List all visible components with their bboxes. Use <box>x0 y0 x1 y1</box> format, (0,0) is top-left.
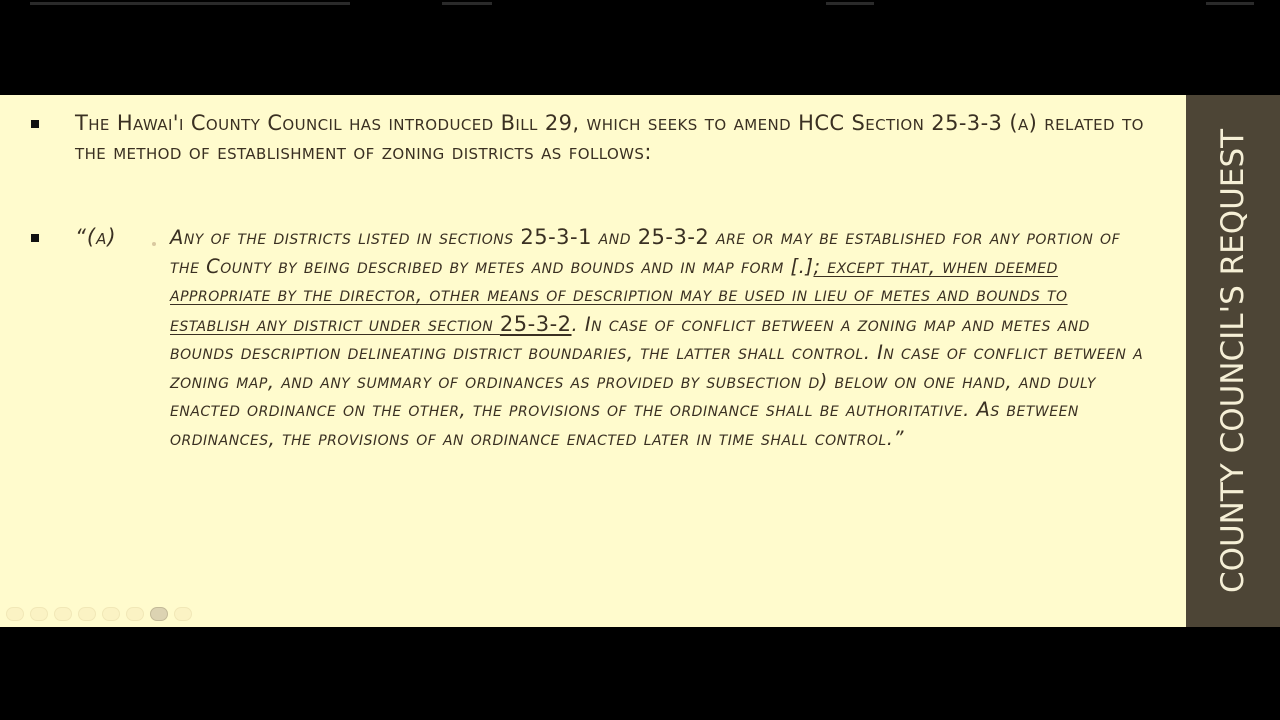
bullet-icon <box>31 120 39 128</box>
subtitle-icon[interactable] <box>150 607 168 621</box>
options-icon[interactable] <box>126 607 144 621</box>
section-number: 25-3-1 <box>520 225 592 249</box>
mouse-pointer <box>152 242 156 246</box>
inserted-text: ; except that, when deemed appropriate by the director, other means of description may be used in lieu of metes and bounds to establish any district under section <box>170 254 1068 336</box>
bullet-icon <box>31 234 39 242</box>
top-edge-dash <box>442 2 492 5</box>
slideshow-toolbar <box>6 607 192 621</box>
section-number: 25-3-2 <box>499 311 572 336</box>
quote-text: and <box>591 226 638 249</box>
quote-text: are or may be established for any portion of the County by being described by metes and bounds and in map form <box>170 226 1121 278</box>
top-edge-dash <box>826 2 874 5</box>
presentation-slide <box>0 95 1280 627</box>
intro-paragraph: The Hawai'i County Council has introduced Bill 29, which seeks to amend HCC Section 25-3-3 (a) related to the method of establishment of zoning districts as follows: <box>75 111 1144 164</box>
zoom-icon[interactable] <box>102 607 120 621</box>
forward-icon[interactable] <box>30 607 48 621</box>
top-edge-dash <box>30 2 350 5</box>
back-icon[interactable] <box>6 607 24 621</box>
top-edge-dash <box>1206 2 1254 5</box>
quote-text: Any of the districts listed in sections <box>170 226 521 249</box>
top-edge-artifacts <box>0 0 1280 8</box>
quote-lead: “(a) <box>75 225 117 249</box>
quote-text: . In case of conflict between a zoning map and metes and bounds description delineating district boundaries, the latter shall control. In case of conflict between a zoning map, and any summary of ordinances as provided by subsection d) below on one hand, and duly enacted ordinance on the other, the provisions of the ordinance shall be authoritative. As between ordinances, the provisions of an ordinance enacted later in time shall control.” <box>170 312 1144 450</box>
more-icon[interactable] <box>174 607 192 621</box>
sidebar-panel <box>1186 95 1280 627</box>
slide-content <box>0 95 1186 627</box>
sidebar-title: COUNTY COUNCIL'S REQUEST <box>1215 128 1252 594</box>
section-number: 25-3-2 <box>637 225 710 249</box>
deleted-bracket: [.] <box>790 254 814 278</box>
amendment-quote <box>170 223 1150 453</box>
grid-icon[interactable] <box>78 607 96 621</box>
pen-icon[interactable] <box>54 607 72 621</box>
